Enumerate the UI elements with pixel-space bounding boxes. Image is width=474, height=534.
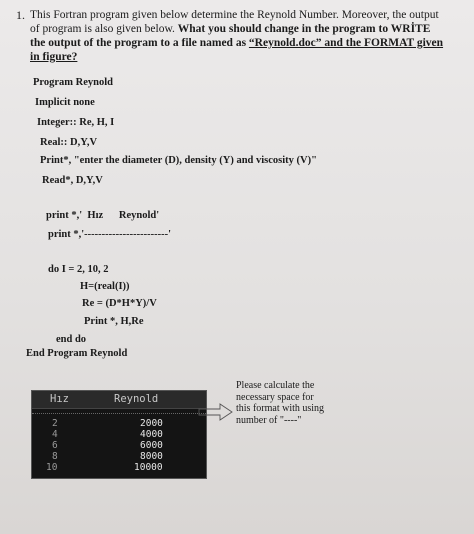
code-line-print-header: print *,' Hız Reynold'	[46, 210, 160, 221]
code-line-h-assign: H=(real(I))	[80, 281, 130, 292]
question-text	[30, 8, 448, 64]
question-text-plain: This Fortran program given below determine the Reynold Number. Moreover, the output of program is also given below.	[30, 9, 439, 35]
output-header-hiz: Hız	[50, 393, 69, 405]
output-header	[32, 391, 206, 409]
code-line-end-program: End Program Reynold	[26, 348, 128, 359]
output-row: 8 8000	[52, 451, 163, 462]
code-line-implicit: Implicit none	[35, 97, 95, 108]
code-line-print-prompt: Print*, "enter the diameter (D), density (Y) and viscosity (V)"	[40, 155, 317, 166]
output-row: 6 6000	[52, 440, 163, 451]
output-row: 4 4000	[52, 429, 163, 440]
code-line-print-values: Print *, H,Re	[84, 316, 144, 327]
code-line-end-do: end do	[56, 334, 87, 345]
question-text-underline: “Reynold.doc” and the FORMAT given in figure?	[30, 37, 444, 63]
code-line-print-separator: print *,'------------------------'	[48, 229, 172, 240]
note-text: Please calculate the necessary space for this format with using number of "----"	[236, 380, 325, 426]
code-line-re-assign: Re = (D*H*Y)/V	[82, 298, 157, 309]
output-divider	[32, 413, 206, 414]
question-text-bold: What you should change in the program to WRİTE the output of the program to a file named as	[30, 23, 431, 49]
code-line-read: Read*, D,Y,V	[42, 175, 103, 186]
code-line-do: do I = 2, 10, 2	[48, 264, 109, 275]
code-line-program: Program Reynold	[33, 77, 114, 88]
output-header-reynold: Reynold	[114, 393, 159, 405]
output-row: 2 2000	[52, 418, 163, 429]
question-number: 1.	[16, 8, 25, 22]
code-line-integer: Integer:: Re, H, I	[37, 117, 115, 128]
arrow-right-icon	[198, 402, 234, 422]
output-row: 10 10000	[46, 462, 163, 473]
code-line-real: Real:: D,Y,V	[40, 137, 98, 148]
output-terminal	[31, 390, 207, 479]
